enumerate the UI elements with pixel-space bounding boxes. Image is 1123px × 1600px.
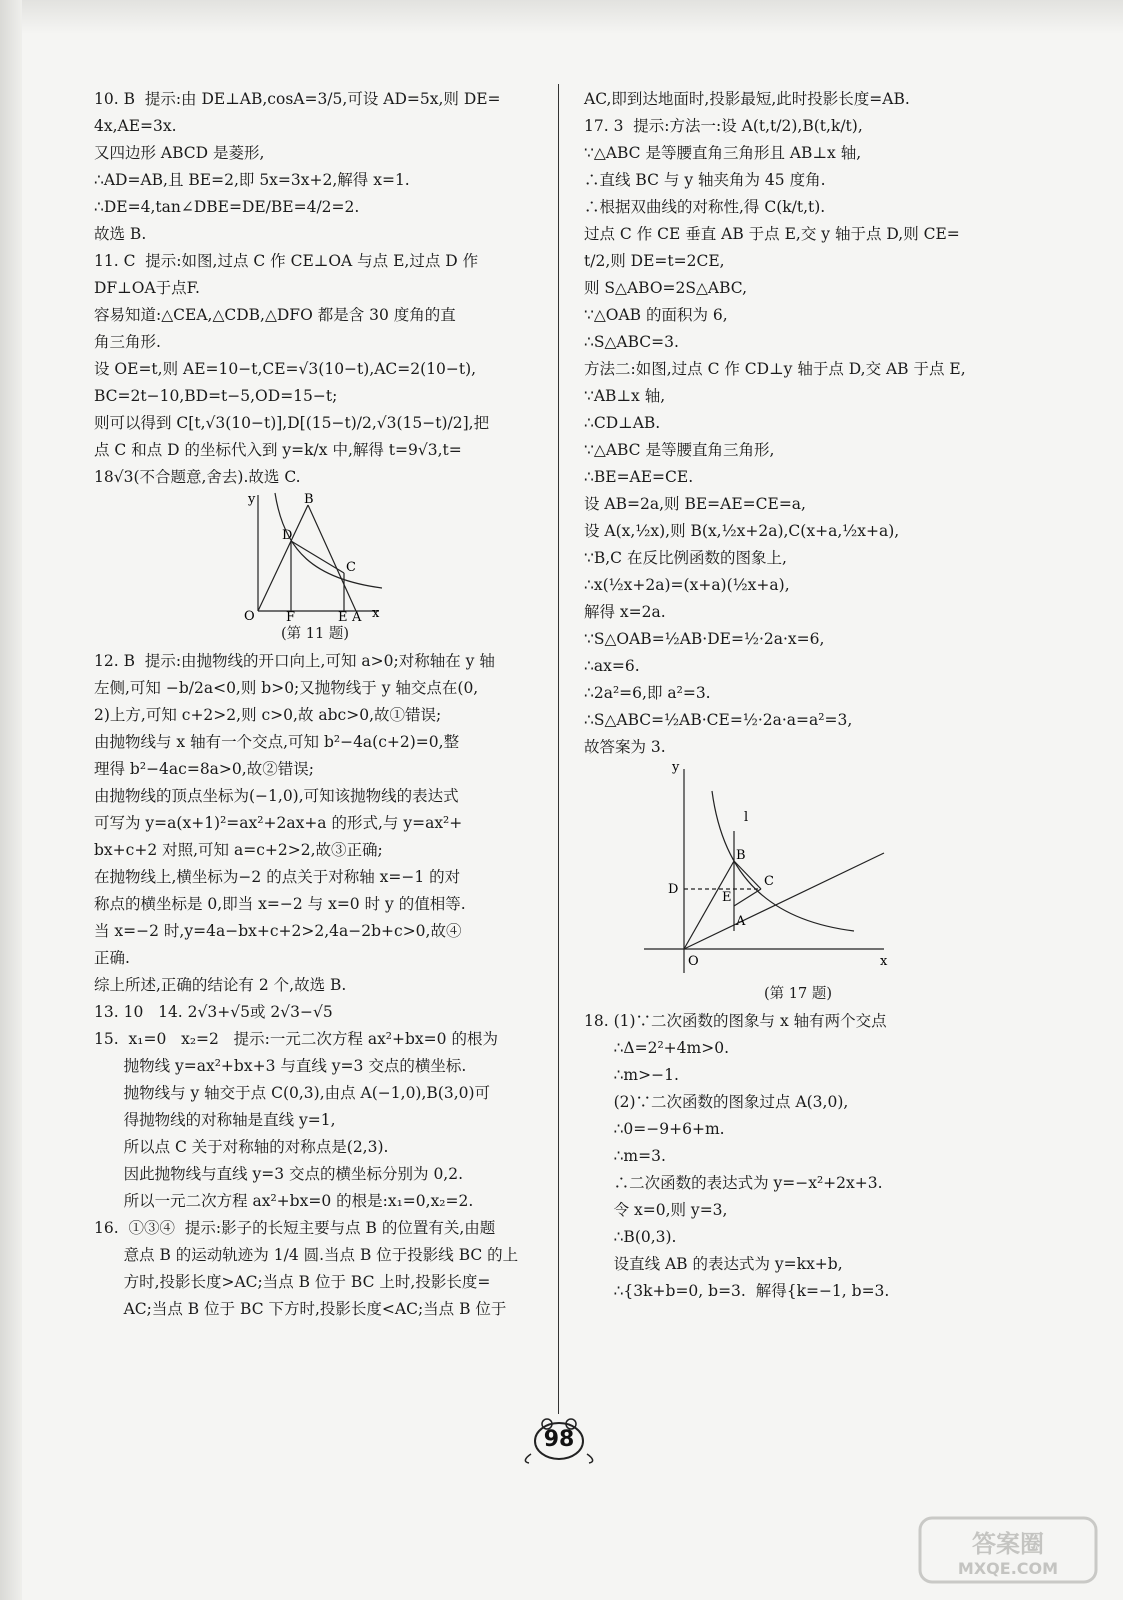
left-column-line: 左侧,可知 −b/2a<0,则 b>0;又抛物线于 y 轴交点在(0, — [94, 679, 479, 697]
right-column-line: t/2,则 DE=t=2CE, — [584, 252, 725, 270]
scan-left-edge — [0, 0, 22, 1600]
left-column-line: 正确. — [94, 949, 130, 967]
left-column — [94, 86, 536, 1323]
fig17-label-a: A — [736, 914, 746, 929]
right-column-line: ∴B(0,3). — [584, 1228, 677, 1246]
right-column-line: 17. 3 提示:方法一:设 A(t,t/2),B(t,k/t), — [584, 117, 863, 135]
right-column-line: ∵△OAB 的面积为 6, — [584, 306, 728, 324]
right-column-line: ∵△ABC 是等腰直角三角形且 AB⊥x 轴, — [584, 144, 862, 162]
fig17-label-d: D — [668, 882, 679, 897]
right-column-line: ∴0=−9+6+m. — [584, 1120, 725, 1138]
left-column-line: DF⊥OA于点F. — [94, 279, 200, 297]
left-column-line: 抛物线与 y 轴交于点 C(0,3),由点 A(−1,0),B(3,0)可 — [94, 1084, 491, 1102]
right-column-line: 故答案为 3. — [584, 738, 666, 756]
fig17-label-c: C — [764, 874, 774, 889]
watermark-logo — [918, 1514, 1098, 1586]
right-column-line: ∴Δ=2²+4m>0. — [584, 1039, 730, 1057]
right-column-line: ∴二次函数的表达式为 y=−x²+2x+3. — [584, 1174, 883, 1192]
fig17-label-o: O — [688, 954, 699, 969]
page-number-badge — [521, 1418, 597, 1464]
left-column-line: ∴DE=4,tan∠DBE=DE/BE=4/2=2. — [94, 198, 360, 216]
svg-text:答案圈: 答案圈 — [972, 1530, 1044, 1558]
right-column-line: 过点 C 作 CE 垂直 AB 于点 E,交 y 轴于点 D,则 CE= — [584, 225, 960, 243]
left-column-line: 12. B 提示:由抛物线的开口向上,可知 a>0;对称轴在 y 轴 — [94, 652, 495, 670]
right-column-line: ∴{3k+b=0, b=3. 解得{k=−1, b=3. — [584, 1282, 890, 1300]
right-column-line: AC,即到达地面时,投影最短,此时投影长度=AB. — [584, 90, 910, 108]
fig11-label-d: D — [282, 528, 293, 543]
page-number: 98 — [543, 1427, 575, 1452]
left-column-line: AC;当点 B 位于 BC 下方时,投影长度<AC;当点 B 位于 — [94, 1300, 507, 1318]
left-column-line: bx+c+2 对照,可知 a=c+2>2,故③正确; — [94, 841, 383, 859]
left-column-line: 由抛物线与 x 轴有一个交点,可知 b²−4a(c+2)=0,整 — [94, 733, 460, 751]
right-column-line: 解得 x=2a. — [584, 603, 666, 621]
right-column-line: ∵B,C 在反比例函数的图象上, — [584, 549, 787, 567]
figure-17 — [584, 761, 1012, 981]
left-column-line: ∴AD=AB,且 BE=2,即 5x=3x+2,解得 x=1. — [94, 171, 410, 189]
right-column-line: ∴m>−1. — [584, 1066, 679, 1084]
right-column-line: ∴CD⊥AB. — [584, 414, 661, 432]
left-column-line: 15. x₁=0 x₂=2 提示:一元二次方程 ax²+bx=0 的根为 — [94, 1030, 498, 1048]
fig11-label-y: y — [248, 492, 256, 507]
left-column-line: 所以点 C 关于对称轴的对称点是(2,3). — [94, 1138, 389, 1156]
fig17-label-x: x — [880, 954, 888, 969]
right-column-line: 设直线 AB 的表达式为 y=kx+b, — [584, 1255, 843, 1273]
left-column-line: 16. ①③④ 提示:影子的长短主要与点 B 的位置有关,由题 — [94, 1219, 496, 1237]
left-column-line: 称点的横坐标是 0,即当 x=−2 与 x=0 时 y 的值相等. — [94, 895, 466, 913]
right-column-line: 则 S△ABO=2S△ABC, — [584, 279, 748, 297]
right-column-line: 方法二:如图,过点 C 作 CD⊥y 轴于点 D,交 AB 于点 E, — [584, 360, 966, 378]
left-column-line: 意点 B 的运动轨迹为 1/4 圆.当点 B 位于投影线 BC 的上 — [94, 1246, 519, 1264]
column-divider — [558, 84, 559, 1414]
fig11-label-f: F — [286, 610, 296, 621]
left-column-line: 点 C 和点 D 的坐标代入到 y=k/x 中,解得 t=9√3,t= — [94, 441, 462, 459]
figure-17-caption: (第 17 题) — [764, 986, 832, 1002]
left-column-line: 容易知道:△CEA,△CDB,△DFO 都是含 30 度角的直 — [94, 306, 456, 324]
left-column-line: 可写为 y=a(x+1)²=ax²+2ax+a 的形式,与 y=ax²+ — [94, 814, 463, 832]
left-column-line: 故选 B. — [94, 225, 147, 243]
left-column-line: BC=2t−10,BD=t−5,OD=15−t; — [94, 387, 338, 405]
fig17-label-e: E — [722, 890, 732, 905]
right-column-line: 令 x=0,则 y=3, — [584, 1201, 728, 1219]
fig11-label-x: x — [372, 606, 380, 621]
right-column-line: ∴直线 BC 与 y 轴夹角为 45 度角. — [584, 171, 826, 189]
left-column-line: 得抛物线的对称轴是直线 y=1, — [94, 1111, 336, 1129]
left-column-line: 10. B 提示:由 DE⊥AB,cosA=3/5,可设 AD=5x,则 DE= — [94, 90, 501, 108]
left-column-line: 在抛物线上,横坐标为−2 的点关于对称轴 x=−1 的对 — [94, 868, 461, 886]
left-column-line: 因此抛物线与直线 y=3 交点的横坐标分别为 0,2. — [94, 1165, 464, 1183]
right-column-line: ∴根据双曲线的对称性,得 C(k/t,t). — [584, 198, 826, 216]
fig11-label-b: B — [304, 492, 314, 507]
right-column-line: ∴S△ABC=3. — [584, 333, 679, 351]
scan-top-shading — [0, 0, 1123, 34]
left-column-line: 11. C 提示:如图,过点 C 作 CE⊥OA 与点 E,过点 D 作 — [94, 252, 479, 270]
right-column-line: ∴2a²=6,即 a²=3. — [584, 684, 711, 702]
right-column-line: ∵S△OAB=½AB·DE=½·2a·x=6, — [584, 630, 825, 648]
left-column-line: 角三角形. — [94, 333, 161, 351]
fig11-label-a: A — [352, 610, 362, 621]
fig17-label-y: y — [672, 761, 680, 775]
left-column-line: 所以一元二次方程 ax²+bx=0 的根是:x₁=0,x₂=2. — [94, 1192, 474, 1210]
svg-text:MXQE.COM: MXQE.COM — [957, 1559, 1059, 1578]
right-column-line: ∴S△ABC=½AB·CE=½·2a·a=a²=3, — [584, 711, 853, 729]
right-column-line: (2)∵二次函数的图象过点 A(3,0), — [584, 1093, 849, 1111]
left-column-line: 当 x=−2 时,y=4a−bx+c+2>2,4a−2b+c>0,故④ — [94, 922, 462, 940]
figure-11-caption: (第 11 题) — [281, 626, 349, 642]
left-column-line: 则可以得到 C[t,√3(10−t)],D[(15−t)/2,√3(15−t)/2],把 — [94, 414, 490, 432]
figure-11 — [94, 491, 536, 621]
right-column-line: ∴ax=6. — [584, 657, 640, 675]
right-column-line: ∴x(½x+2a)=(x+a)(½x+a), — [584, 576, 790, 594]
left-column-line: 方时,投影长度>AC;当点 B 位于 BC 上时,投影长度= — [94, 1273, 491, 1291]
fig17-label-l: l — [744, 810, 749, 825]
right-column-line: ∵AB⊥x 轴, — [584, 387, 666, 405]
left-column-line: 抛物线 y=ax²+bx+3 与直线 y=3 交点的横坐标. — [94, 1057, 467, 1075]
left-column-line: 综上所述,正确的结论有 2 个,故选 B. — [94, 976, 347, 994]
left-column-line: 由抛物线的顶点坐标为(−1,0),可知该抛物线的表达式 — [94, 787, 459, 805]
fig11-label-o: O — [244, 609, 255, 621]
right-column-line: ∴BE=AE=CE. — [584, 468, 694, 486]
left-column-line: 又四边形 ABCD 是菱形, — [94, 144, 265, 162]
left-column-line: 理得 b²−4ac=8a>0,故②错误; — [94, 760, 314, 778]
fig11-label-e: E — [338, 610, 348, 621]
right-column-line: 设 A(x,½x),则 B(x,½x+2a),C(x+a,½x+a), — [584, 522, 900, 540]
right-column — [584, 86, 1012, 1305]
left-column-line: 设 OE=t,则 AE=10−t,CE=√3(10−t),AC=2(10−t), — [94, 360, 477, 378]
left-column-line: 2)上方,可知 c+2>2,则 c>0,故 abc>0,故①错误; — [94, 706, 442, 724]
left-column-line: 4x,AE=3x. — [94, 117, 177, 135]
left-column-line: 13. 10 14. 2√3+√5或 2√3−√5 — [94, 1003, 333, 1021]
right-column-line: ∴m=3. — [584, 1147, 666, 1165]
right-column-line: 18. (1)∵二次函数的图象与 x 轴有两个交点 — [584, 1012, 887, 1030]
fig17-label-b: B — [736, 848, 746, 863]
right-column-line: 设 AB=2a,则 BE=AE=CE=a, — [584, 495, 806, 513]
left-column-line: 18√3(不合题意,舍去).故选 C. — [94, 468, 301, 486]
fig11-label-c: C — [346, 560, 356, 575]
right-column-line: ∵△ABC 是等腰直角三角形, — [584, 441, 775, 459]
